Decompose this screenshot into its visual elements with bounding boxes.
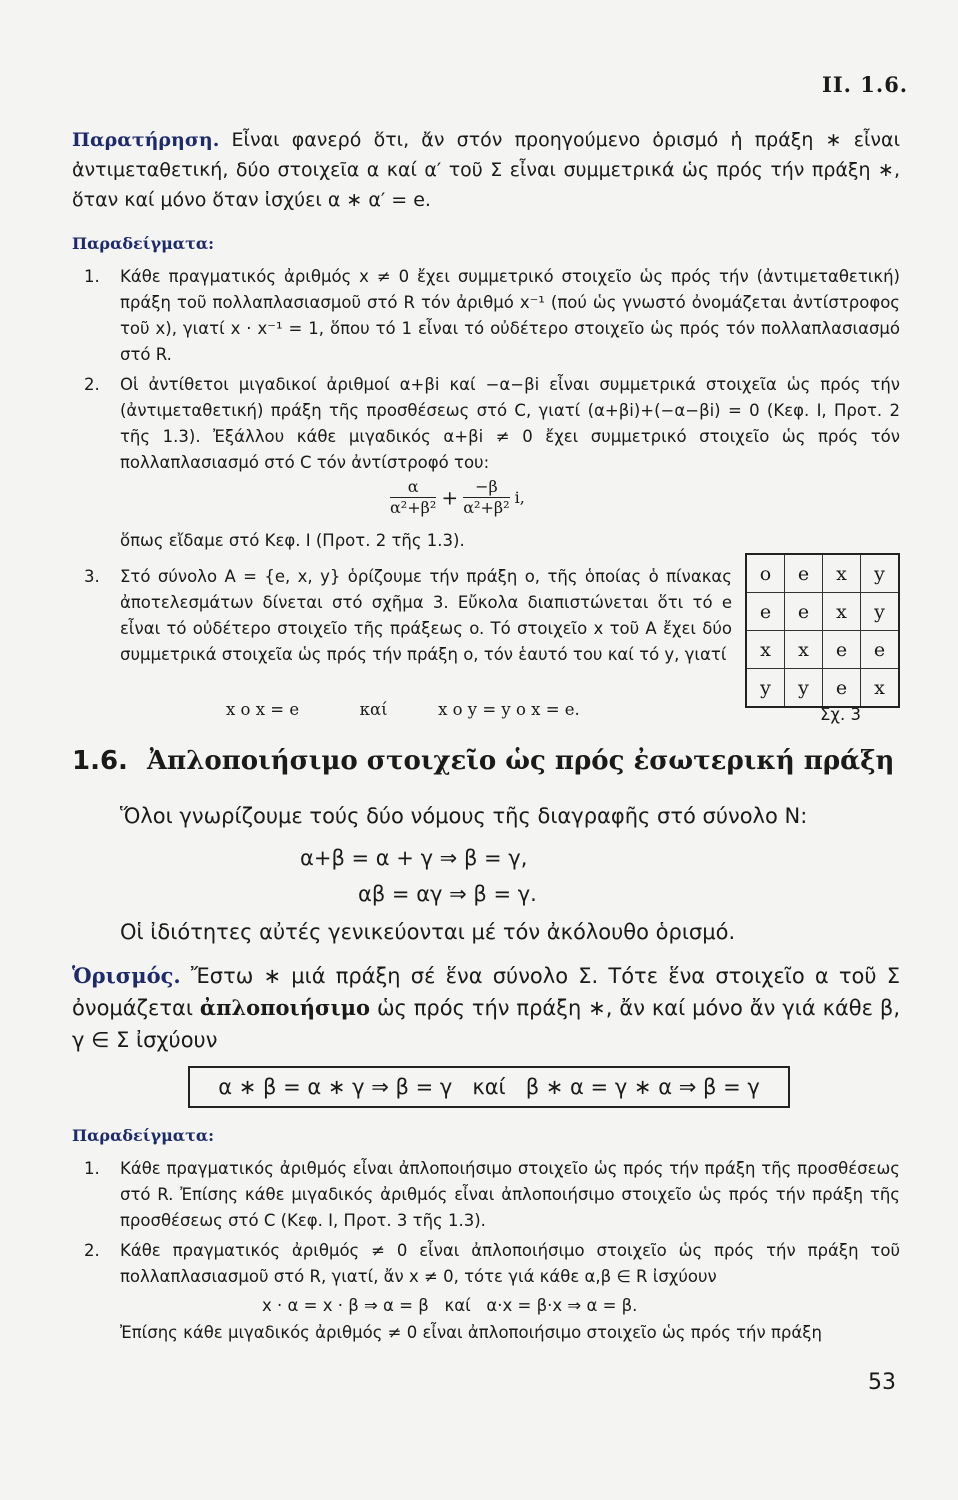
fraction-2: $\frac{-\beta}{\text{α²+β²}}$ xyxy=(463,477,510,517)
table-cell: x xyxy=(823,593,861,631)
example-2-after: ὅπως εἴδαμε στό Κεφ. I (Προτ. 2 τῆς 1.3). xyxy=(120,531,465,550)
table-cell: e xyxy=(823,669,861,708)
remark-text: Εἶναι φανερό ὅτι, ἄν στόν προηγούμενο ὁρισμό ἡ πράξη ∗ εἶναι ἀντιμεταθετική, δύο στοιχεῖα α καί α′ τοῦ Σ εἶναι συμμετρικά ὡς πρός τήν πράξη ∗, ὅταν καί μόνο ὅταν ἰσχύει α ∗ α′ = e. xyxy=(72,129,901,211)
example-number: 1. xyxy=(84,267,100,286)
definition-text-a: Ἔστω ∗ μιά πράξη σέ ἕνα σύνολο Σ. Τότε ἕνα στοιχεῖο α τοῦ Σ ὀνομάζεται xyxy=(72,964,900,1020)
formula-suffix: i, xyxy=(514,488,525,507)
table-row xyxy=(746,554,899,593)
table-cell: y xyxy=(861,554,900,593)
section-intro: Ὅλοι γνωρίζουμε τούς δύο νόμους τῆς διαγραφῆς στό σύνολο N: xyxy=(120,804,808,828)
table-cell: x xyxy=(861,669,900,708)
table-cell: y xyxy=(785,669,823,708)
remark-paragraph xyxy=(72,125,900,215)
example-number: 2. xyxy=(84,375,100,394)
example-item-1 xyxy=(72,264,900,368)
example-number: 1. xyxy=(84,1159,100,1178)
table-cell: x xyxy=(785,631,823,669)
cancellation-law-2: αβ = αγ ⇒ β = γ. xyxy=(358,882,537,906)
section-title: Ἀπλοποιήσιμο στοιχεῖο ὡς πρός ἐσωτερική πράξη xyxy=(147,746,895,776)
section-reference: II. 1.6. xyxy=(822,72,909,97)
example-2-formula: x · α = x · β ⇒ α = β καί α·x = β·x ⇒ α = β. xyxy=(262,1296,638,1315)
example-number: 2. xyxy=(84,1241,100,1260)
definition-boxed-formula: α ∗ β = α ∗ γ ⇒ β = γ καί β ∗ α = γ ∗ α ⇒ β = γ xyxy=(188,1066,790,1108)
example-text: Στό σύνολο A = {e, x, y} ὁρίζουμε τήν πράξη o, τῆς ὁποίας ὁ πίνακας ἀποτελεσμάτων δίνεται στό σχῆμα 3. Εὔκολα διαπιστώνεται ὅτι τό e εἶναι τό οὐδέτερο στοιχεῖο τῆς πράξεως o. Τό στοιχεῖο x τοῦ A ἔχει δύο συμμετρικά στοιχεῖα ὡς πρός τήν πράξη o, τόν ἑαυτό του καί τό y, γιατί xyxy=(120,567,732,664)
definition-text-b: ὡς πρός τήν πράξη ∗, ἄν καί μόνο ἄν γιά κάθε β, γ ∈ Σ ἰσχύουν xyxy=(72,996,900,1052)
example-item-2 xyxy=(72,372,900,476)
page-number: 53 xyxy=(868,1370,896,1395)
definition-term: ἀπλοποιήσιμο xyxy=(199,995,371,1020)
table-cell: e xyxy=(746,593,785,631)
fraction-1: $\frac{\alpha}{\text{α²+β²}}$ xyxy=(390,477,437,517)
table-cell: e xyxy=(785,554,823,593)
examples-heading-2: Παραδείγματα: xyxy=(72,1126,215,1145)
example-2-continuation: Ἐπίσης κάθε μιγαδικός ἀριθμός ≠ 0 εἶναι ἀπλοποιήσιμο στοιχεῖο ὡς πρός τήν πράξη xyxy=(120,1323,822,1342)
operation-table xyxy=(745,553,900,708)
example-text: Οἱ ἀντίθετοι μιγαδικοί ἀριθμοί α+βi καί −α−βi εἶναι συμμετρικά στοιχεῖα ὡς πρός τήν (ἀντιμεταθετική) πράξη τῆς προσθέσεως στό C, γιατί (α+βi)+(−α−βi) = 0 (Κεφ. I, Προτ. 2 τῆς 1.3). Ἐξάλλου κάθε μιγαδικός α+βi ≠ 0 ἔχει συμμετρικό στοιχεῖο ὡς πρός τόν πολλαπλασιασμό στό C τόν ἀντίστροφό του: xyxy=(120,375,900,472)
plus-sign: + xyxy=(441,485,459,510)
inverse-formula xyxy=(390,477,525,518)
example-text: Κάθε πραγματικός ἀριθμός εἶναι ἀπλοποιήσιμο στοιχεῖο ὡς πρός τήν πράξη τῆς προσθέσεως στό R. Ἐπίσης κάθε μιγαδικός ἀριθμός εἶναι ἀπλοποιήσιμο στοιχεῖο ὡς πρός τήν πράξη τῆς προσθέσεως στό C (Κεφ. I, Προτ. 3 τῆς 1.3). xyxy=(120,1159,900,1230)
table-row xyxy=(746,593,899,631)
example-3-formula: x o x = e καί x o y = y o x = e. xyxy=(226,700,580,719)
example-number: 3. xyxy=(84,567,100,586)
generalization-sentence: Οἱ ἰδιότητες αὐτές γενικεύονται μέ τόν ἀκόλουθο ὁρισμό. xyxy=(120,920,736,944)
table-cell: y xyxy=(746,669,785,708)
section-heading xyxy=(72,746,894,776)
example-2-item-2 xyxy=(72,1238,900,1290)
table-cell: x xyxy=(746,631,785,669)
table-cell: o xyxy=(746,554,785,593)
table-caption: Σχ. 3 xyxy=(820,705,861,724)
example-text: Κάθε πραγματικός ἀριθμός ≠ 0 εἶναι ἀπλοποιήσιμο στοιχεῖο ὡς πρός τήν πράξη τοῦ πολλαπλασιασμοῦ στό R, γιατί, ἄν x ≠ 0, τότε γιά κάθε α,β ∈ R ἰσχύουν xyxy=(120,1241,900,1286)
table-cell: e xyxy=(785,593,823,631)
example-item-3 xyxy=(72,564,732,668)
remark-label: Παρατήρηση. xyxy=(72,129,220,151)
example-text: Κάθε πραγματικός ἀριθμός x ≠ 0 ἔχει συμμετρικό στοιχεῖο ὡς πρός τήν (ἀντιμεταθετική) πράξη τοῦ πολλαπλασιασμοῦ στό R τόν ἀριθμό x⁻¹ (πού ὡς γνωστό ὀνομάζεται ἀντίστροφος τοῦ x), γιατί x · x⁻¹ = 1, ὅπου τό 1 εἶναι τό οὐδέτερο στοιχεῖο ὡς πρός τόν πολλαπλασιασμό στό R. xyxy=(120,267,900,364)
cancellation-law-1: α+β = α + γ ⇒ β = γ, xyxy=(300,846,528,870)
example-2-item-1 xyxy=(72,1156,900,1234)
examples-heading-1: Παραδείγματα: xyxy=(72,234,215,253)
table-cell: x xyxy=(823,554,861,593)
definition-paragraph xyxy=(72,960,900,1056)
table-cell: e xyxy=(861,631,900,669)
section-number: 1.6. xyxy=(72,746,128,776)
table-cell: y xyxy=(861,593,900,631)
table-cell: e xyxy=(823,631,861,669)
definition-label: Ὁρισμός. xyxy=(72,963,181,988)
table-row xyxy=(746,631,899,669)
